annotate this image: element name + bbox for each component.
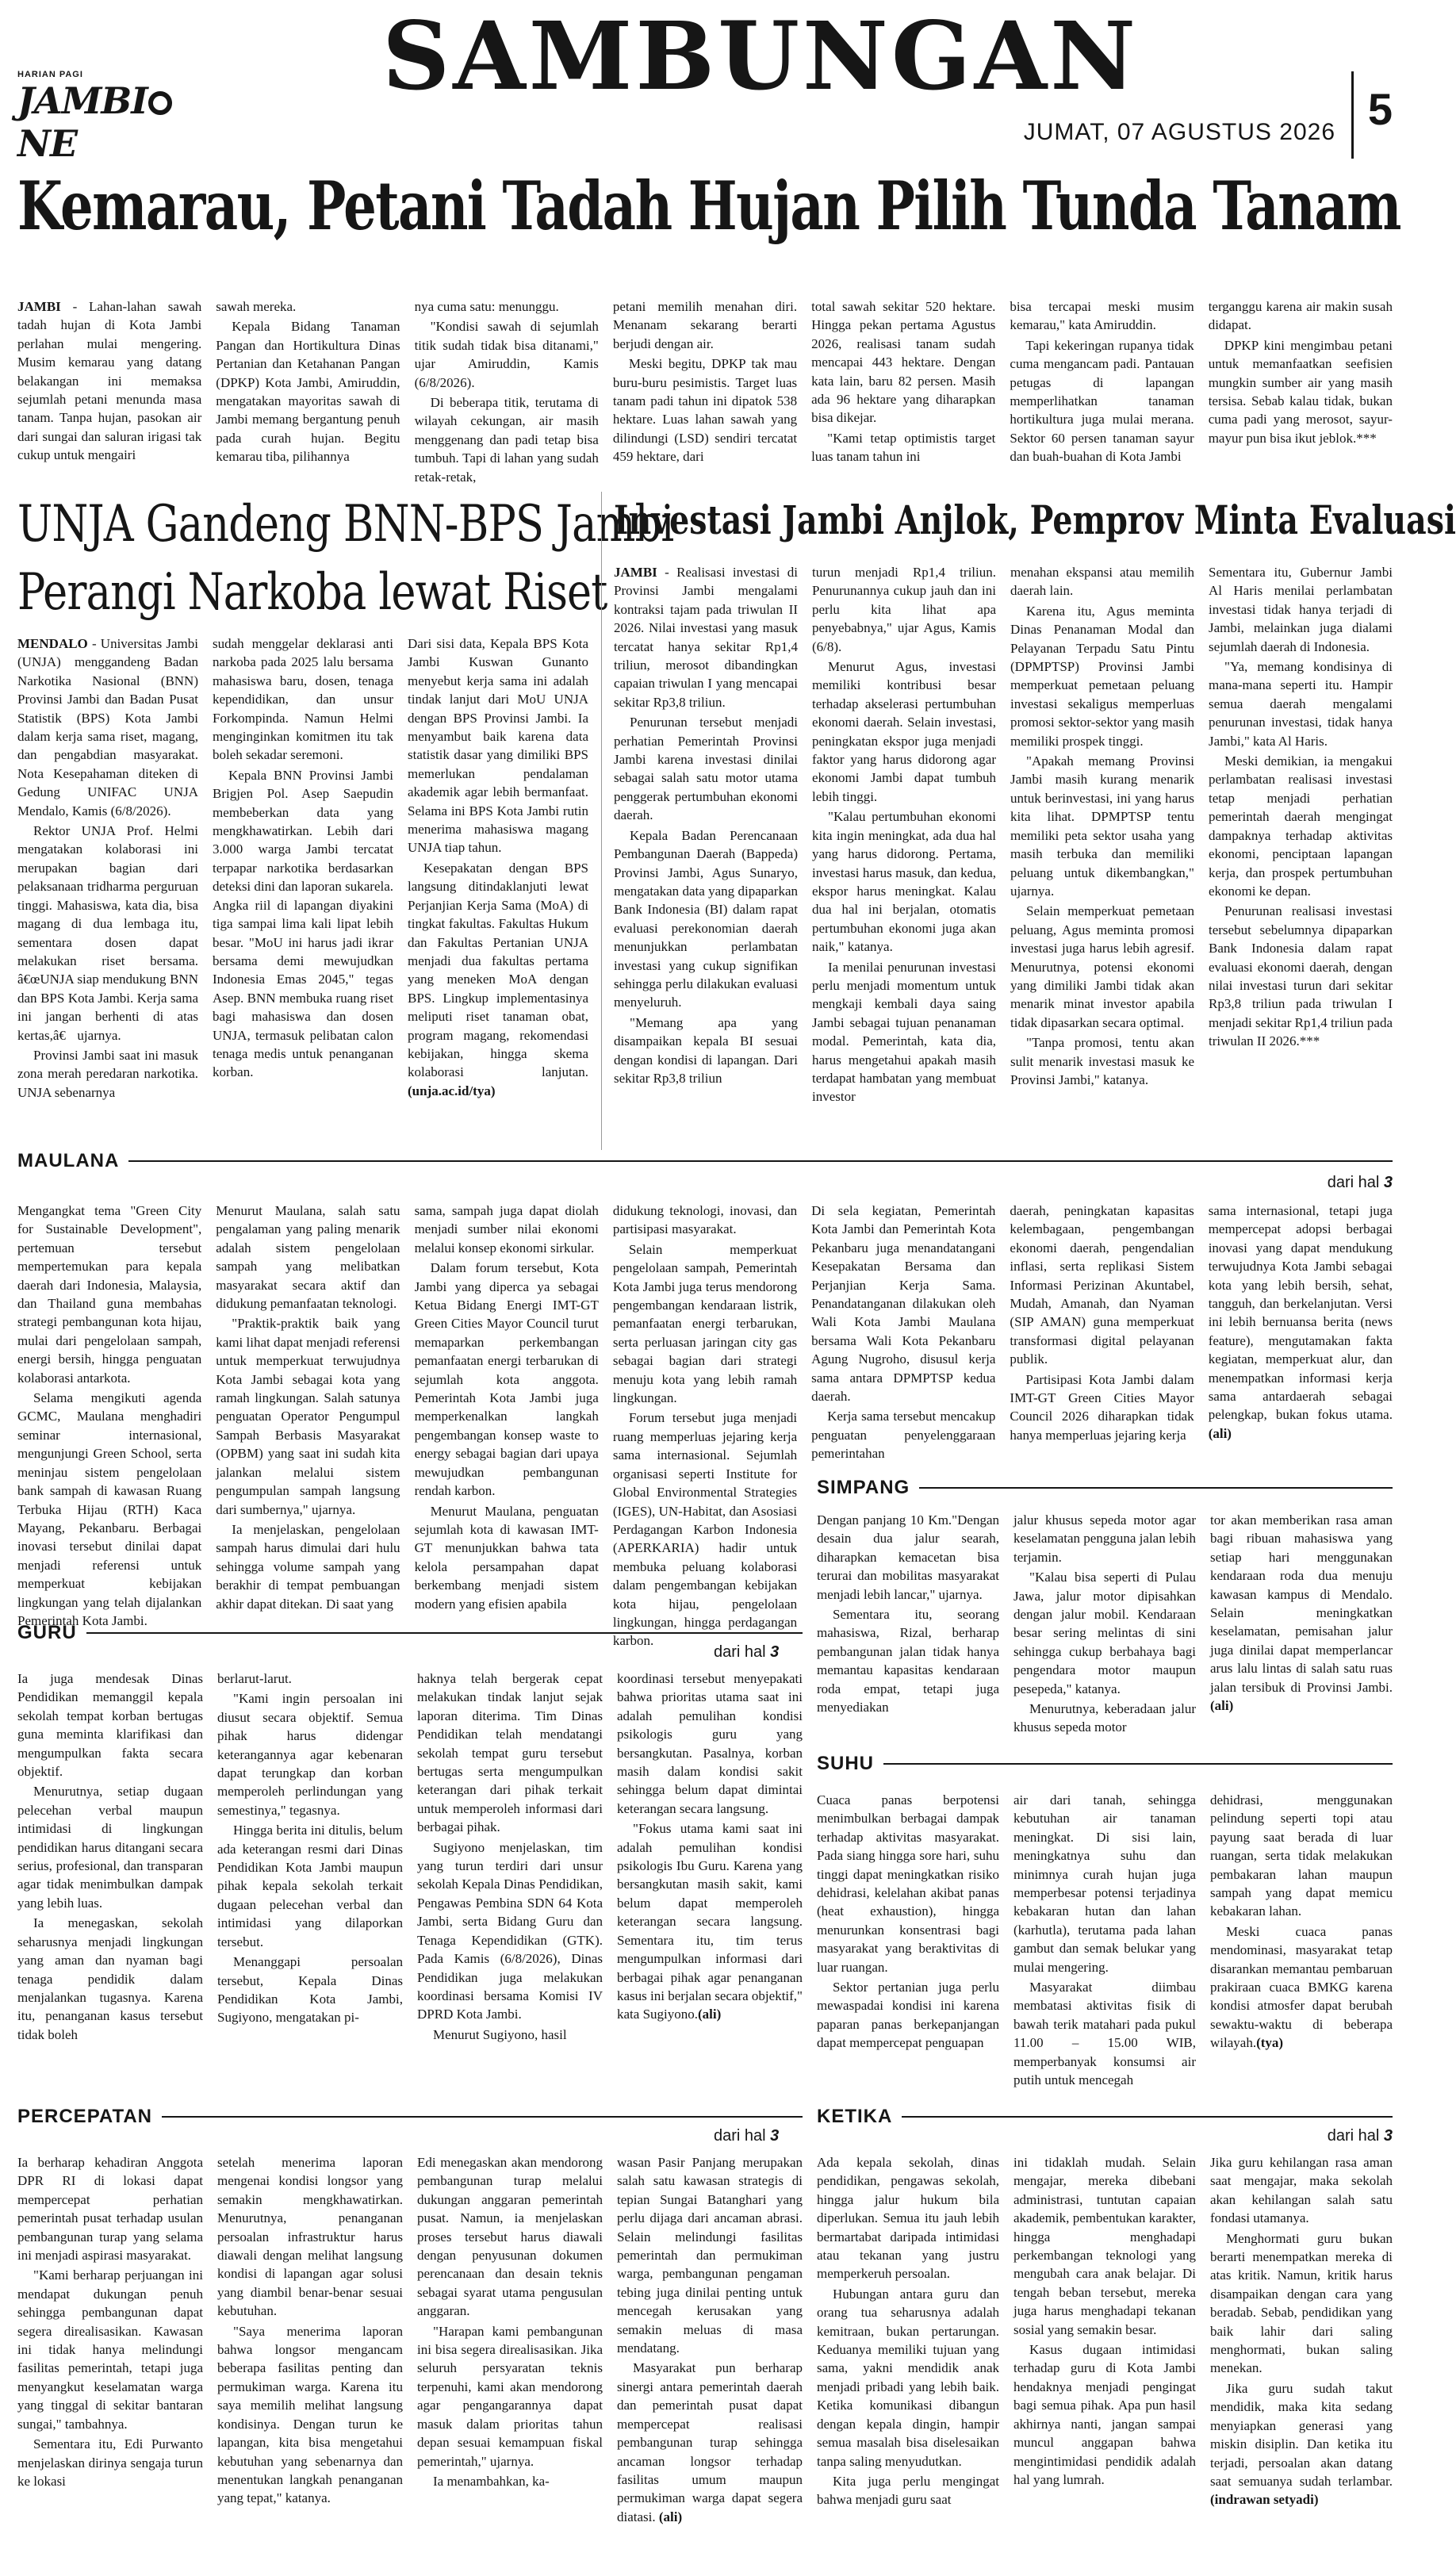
jump-text: dari hal: [714, 2127, 766, 2145]
article-column: JAMBI - Realisasi investasi di Provinsi Jambi mengalami kontraksi tajam pada triwulan II 2026. Nilai investasi yang masuk tercatat hanya sekitar Rp1,4 triliun, merosot dibandingkan capaian triwulan I yang mencapai sekitar Rp3,8 triliun. Penurunan tersebut menjadi perhatian Pemerintah Provinsi Jambi karena investasi dinilai sebagai salah satu motor utama penggerak pertumbuhan ekonomi daerah. Kepala Badan Perencanaan Pembangunan Daerah (Bappeda) Provinsi Jambi, Agus Sunaryo, mengatakan data yang dipaparkan Bank Indonesia (BI) dalam rapat evaluasi perekonomian daerah menunjukkan perlambatan investasi yang cukup signifikan sehingga perlu dilakukan evaluasi menyeluruh. "Memang apa yang disampaikan kepala BI sesuai dengan kondisi di lapangan. Dari sekitar Rp3,8 triliun: [614, 565, 798, 1086]
article-column: total sawah sekitar 520 hektare. Hingga pekan pertama Agustus 2026, realisasi tanam sudah mencapai 443 hektare. Dengan kata lain, baru 82 persen. Masih ada 96 hektare yang diharapkan bisa dikejar. "Kami tetap optimistis target luas tanam tahun ini: [811, 299, 996, 465]
jump-page: 3: [1383, 1174, 1393, 1191]
guru-label: GURU: [17, 1622, 77, 1643]
article-column: daerah, peningkatan kapasitas kelembagaan, pengembangan ekonomi daerah, pengendalian inflasi, serta replikasi Sistem Informasi Perizinan Akuntabel, Mudah, Amanah, dan Nyaman (SIP AMAN) guna memperkuat transformasi digital pelayanan publik. Partisipasi Kota Jambi dalam IMT-GT Green Cities Mayor Council 2026 diharapkan tidak hanya memperluas jejaring kerja: [1010, 1203, 1194, 1443]
article-column: Di sela kegiatan, Pemerintah Kota Jambi dan Pemerintah Kota Pekanbaru juga menandatangani Kesepakatan Bersama dan Perjanjian Kerja Sama. Penandatanganan dilakukan oleh Wali Kota Jambi Maulana bersama Wali Kota Pekanbaru Agung Nugroho, disusul kerja sama antara DPMPTSP kedua daerah. Kerja sama tersebut mencakup penguatan penyelenggaraan pemerintahan: [811, 1203, 996, 1462]
percepatan-body: [17, 2153, 803, 2542]
ketika-body: [817, 2153, 1393, 2542]
article-column: wasan Pasir Panjang merupakan salah satu kawasan strategis di tepian Sungai Batanghari yang perlu dijaga dari ancaman abrasi. Selain melindungi fasilitas pemerintah dan permukiman warga, pembangunan pengaman tebing juga dinilai penting untuk mencegah kerusakan yang semakin meluas di masa mendatang. Masyarakat pun berharap sinergi antara pemerintah daerah dan pemerintah pusat dapat mempercepat realisasi pembangunan turap sehingga ancaman longsor terhadap fasilitas umum maupun permukiman warga dapat segera diatasi. (ali): [617, 2155, 803, 2524]
article-column: petani memilih menahan diri. Menanam sekarang berarti berjudi dengan air. Meski begitu, DPKP tak mau buru-buru pesimistis. Target luas tanam padi tahun ini dipatok 538 hektare. Luas lahan sawah yang dilindungi (LSD) sendiri tercatat 459 hektare, dari: [612, 299, 798, 465]
ketika-section-header: [817, 2106, 1393, 2128]
article-column: jalur khusus sepeda motor agar keselamatan pengguna jalan lebih terjamin. "Kalau bisa seperti di Pulau Jawa, jalur motor dipisahkan dengan jalur mobil. Kendaraan besar sering melintas di sini sehingga cukup berbahaya bagi pengendara motor maupun pesepeda," katanya. Menurutnya, keberadaan jalur khusus sepeda motor: [1013, 1512, 1196, 1735]
article-column: JAMBI - Lahan-lahan sawah tadah hujan di Kota Jambi perlahan mulai mengering. Musim kemarau yang datang belakangan ini memaksa sejumlah petani menunda masa tanam. Tanpa hujan, pasokan air dari sungai dan saluran irigasi tak cukup untuk mengairi: [17, 299, 202, 463]
article-column: terganggu karena air makin susah didapat. DPKP kini mengimbau petani untuk memanfaatkan seefisien mungkin sumber air yang masih tersisa. Sebab kalau tidak, bukan cuma padi yang merosot, sayur-mayur pun bisa ikut jeblok.***: [1208, 299, 1393, 446]
investasi-headline[interactable]: Investasi Jambi Anjlok, Pemprov Minta Evaluasi: [614, 496, 1456, 543]
article-column: bisa tercapai meski musim kemarau," kata Amiruddin. Tapi kekeringan rupanya tidak cuma mengancam padi. Pantauan petugas di lapangan memperlihatkan tanaman hortikultura juga mulai merana. Sektor 60 persen tanaman sayur dan buah-buahan di Kota Jambi: [1010, 299, 1194, 465]
jump-page: 3: [1383, 2127, 1393, 2145]
article-column: Sementara itu, Gubernur Jambi Al Haris menilai perlambatan investasi tidak hanya terjadi di Jambi, melainkan juga dialami sejumlah daerah di Indonesia. "Ya, memang kondisinya di mana-mana seperti itu. Hampir semua daerah mengalami penurunan investasi, tidak hanya Jambi," kata Al Haris. Meski demikian, ia mengakui perlambatan realisasi investasi tetap menjadi perhatian pemerintah daerah mengingat dampaknya terhadap aktivitas ekonomi, penciptaan lapangan kerja, dan prospek pertumbuhan ekonomi ke depan. Penurunan realisasi investasi tersebut sebelumnya dipaparkan Bank Indonesia dalam rapat evaluasi ekonomi daerah, dengan nilai investasi turun dari sekitar Rp3,8 triliun pada triwulan I menjadi sekitar Rp1,4 triliun pada triwulan II 2026.***: [1209, 565, 1393, 1049]
unja-headline-line-2: Perangi Narkoba lewat Riset: [17, 563, 607, 622]
article-column: Jika guru kehilangan rasa aman saat mengajar, maka sekolah akan kehilangan salah satu fondasi utamanya. Menghormati guru bukan berarti menempatkan mereka di atas kritik. Namun, kritik harus disampaikan dengan cara yang beradab. Sebab, pendidikan yang baik lahir dari saling menghormati, bukan saling menekan. Jika guru sudah takut mendidik, maka kita sedang menyiapkan generasi yang miskin disiplin. Dan ketika itu terjadi, persoalan akan datang saat semuanya sudah terlambar. (indrawan setyadi): [1210, 2155, 1393, 2508]
article-column: didukung teknologi, inovasi, dan partisipasi masyarakat. Selain memperkuat pengelolaan sampah, Pemerintah Kota Jambi juga terus mendorong pengembangan kendaraan listrik, pemanfaatan energi terbarukan, serta perluasan jaringan city gas sebagai bagian dari strategi menuju kota yang lebih ramah lingkungan. Forum tersebut juga menjadi ruang memperluas jejaring kerja sama internasional. Sejumlah organisasi seperti Institute for Global Environmental Strategies (IGES), UN-Habitat, dan Asosiasi Perdagangan Karbon Indonesia (APERKARIA) hadir untuk membuka peluang kolaborasi dalam pengembangan kebijakan kota hijau, pengelolaan lingkungan, hingga perdagangan karbon.: [612, 1203, 798, 1649]
suhu-section-header: [817, 1753, 1393, 1775]
investasi-article-body: [614, 563, 1393, 1166]
article-column: sama internasional, tetapi juga mempercepat adopsi berbagai inovasi yang dapat mendukung terwujudnya Kota Jambi sebagai kota yang lebih bersih, sehat, tangguh, dan berkelanjutan. Versi ini lebih bernuansa berita (news feature), mengutamakan fakta kegiatan, memperkuat alur, dan menempatkan informasi kerja sama antardaerah sebagai pelengkap, bukan fokus utama. (ali): [1208, 1203, 1393, 1441]
article-column: sudah menggelar deklarasi anti narkoba pada 2025 lalu bersama mahasiswa baru, dosen, tenaga kependidikan, dan unsur Forkompinda. Namun Helmi menginginkan komitmen itu tak boleh sekadar seremoni. Kepala BNN Provinsi Jambi Brigjen Pol. Asep Saepudin membeberkan data yang mengkhawatirkan. Lebih dari 3.000 warga Jambi tercatat terpapar narkotika berdasarkan deteksi dini dan laporan sukarela. Angka riil di lapangan diyakini tiga sampai lima kali lipat lebih besar. "MoU ini harus jadi ikrar bersama demi mewujudkan Indonesia Emas 2045," tegas Asep. BNN membuka ruang riset bagi mahasiswa dan dosen UNJA, termasuk pelibatan calon tenaga medis untuk penanganan korban.: [213, 636, 394, 1080]
maulana-section-header: [17, 1150, 1393, 1172]
percepatan-label: PERCEPATAN: [17, 2106, 153, 2127]
article-column: turun menjadi Rp1,4 triliun. Penurunannya cukup jauh dan ini perlu kita lihat apa penyebabnya," ujar Agus, Kamis (6/8). Menurut Agus, investasi memiliki kontribusi besar terhadap akselerasi pertumbuhan ekonomi daerah. Selain investasi, peningkatan ekspor juga menjadi faktor yang harus didorong agar ekonomi Jambi dapat tumbuh lebih tinggi. "Kalau pertumbuhan ekonomi kita ingin meningkat, ada dua hal yang harus didorong. Pertama, investasi harus masuk, dan kedua, ekspor harus meningkat. Kalau dua hal ini berjalan, otomatis pertumbuhan ekonomi juga akan naik," katanya. Ia menilai penurunan investasi perlu menjadi momentum untuk mengkaji kembali daya saing Jambi sebagai tujuan penanaman modal. Pemerintah, kata dia, harus mengetahui apakah masih terdapat hambatan yang membuat investor: [812, 565, 996, 1105]
article-column: Ia juga mendesak Dinas Pendidikan memanggil kepala sekolah tempat korban bertugas guna meminta klarifikasi dan mengumpulkan fakta secara objektif. Menurutnya, setiap dugaan pelecehan verbal maupun intimidasi di lingkungan pendidikan harus ditangani secara serius, profesional, dan transparan agar tidak menimbulkan dampak yang lebih luas. Ia menegaskan, sekolah seharusnya menjadi lingkungan yang aman dan nyaman bagi tenaga pendidik dalam menjalankan tugasnya. Karena itu, penanganan kasus tersebut tidak boleh: [17, 1671, 203, 2042]
percepatan-jump-link[interactable]: [714, 2127, 779, 2145]
section-title: SAMBUNGAN: [382, 1, 1140, 111]
suhu-body: [817, 1791, 1393, 2104]
section-rule: [86, 1632, 803, 1634]
issue-date: JUMAT, 07 AGUSTUS 2026: [1023, 119, 1335, 145]
article-column: Ada kepala sekolah, dinas pendidikan, pengawas sekolah, hingga jalur hukum bila diperlukan. Semua itu jauh lebih bermartabat daripada intimidasi atau tekanan yang justru memperkeruh persoalan. Hubungan antara guru dan orang tua seharusnya adalah kemitraan, bukan pertarungan. Keduanya memiliki tujuan yang sama, yakni mendidik anak menjadi pribadi yang lebih baik. Ketika komunikasi dibangun dengan kepala dingin, hampir semua masalah bisa diselesaikan tanpa saling menyudutkan. Kita juga perlu mengingat bahwa menjadi guru saat: [817, 2155, 999, 2508]
logo-text-left: JAMBI: [17, 79, 148, 122]
section-rule: [128, 1160, 1393, 1162]
logo-wordmark: [17, 79, 224, 165]
article-column: Ia berharap kehadiran Anggota DPR RI di lokasi dapat mempercepat perhatian pemerintah pusat terhadap usulan pembangunan turap yang selama ini menjadi aspirasi masyarakat. "Kami berharap perjuangan ini mendapat dukungan penuh sehingga pembangunan dapat segera direalisasikan. Kawasan ini tidak hanya melindungi fasilitas pemerintah, tetapi juga menyangkut keselamatan warga yang tinggal di sekitar bantaran sungai," tambahnya. Sementara itu, Edi Purwanto menjelaskan dirinya sengaja turun ke lokasi: [17, 2155, 203, 2489]
ketika-jump-link[interactable]: [1328, 2127, 1393, 2145]
logo-tagline: HARIAN PAGI: [17, 70, 83, 79]
article-column: menahan ekspansi atau memilih daerah lain. Karena itu, Agus meminta Dinas Penanaman Modal dan Pelayanan Terpadu Satu Pintu (DPMPTSP) Provinsi Jambi memperkuat pemetaan peluang investasi sekaligus memperluas promosi sektor-sektor yang masih memiliki prospek tinggi. "Apakah memang Provinsi Jambi masih kurang menarik untuk berinvestasi, ini yang harus kita lihat. DPMPTSP tentu memiliki peta sektor usaha yang masih terbuka dan memiliki peluang untuk dikembangkan," ujarnya. Selain memperkuat pemetaan peluang, Agus meminta promosi investasi juga harus lebih agresif. Menurutnya, potensi ekonomi yang dimiliki Jambi tidak akan menarik minat investor apabila tidak dipasarkan secara optimal. "Tanpa promosi, tentu akan sulit menarik investasi masuk ke Provinsi Jambi," katanya.: [1010, 565, 1194, 1087]
article-column: setelah menerima laporan mengenai kondisi longsor yang semakin mengkhawatirkan. Menurutnya, penanganan persoalan infrastruktur harus diawali dengan melihat langsung kondisi di lapangan agar solusi yang diambil benar-benar sesuai kebutuhan. "Saya menerima laporan bahwa longsor mengancam beberapa fasilitas penting dan permukiman warga. Karena itu saya memilih melihat langsung kondisinya. Dengan turun ke lapangan, kita bisa mengetahui kebutuhan yang sebenarnya dan menentukan langkah penanganan yang tepat," katanya.: [217, 2155, 403, 2506]
unja-article-body: [17, 634, 588, 1166]
article-column: Menurut Maulana, salah satu pengalaman yang paling menarik adalah sistem pengelolaan sampah yang melibatkan masyarakat secara aktif dan didukung pemanfaatan teknologi. "Praktik-praktik baik yang kami lihat dapat menjadi referensi untuk memperkuat terwujudnya Kota Jambi sebagai kota yang ramah lingkungan. Salah satunya penguatan Operator Pengumpul Sampah Berbasis Masyarakat (OPBM) yang saat ini sudah kita jalankan melalui sistem pengumpulan sampah langsung dari sumbernya," ujarnya. Ia menjelaskan, pengelolaan sampah harus dimulai dari hulu sehingga volume sampah yang berakhir di tempat pembuangan akhir dapat ditekan. Di saat yang: [216, 1203, 400, 1612]
masthead: [17, 0, 1393, 165]
suhu-label: SUHU: [817, 1753, 875, 1774]
logo-text-right: NE: [17, 122, 78, 165]
article-column: berlarut-larut. "Kami ingin persoalan ini diusut secara objektif. Semua pihak harus didengar keterangannya agar kebenaran dapat terungkap dan korban memperoleh perlindungan yang semestinya," tegasnya. Hingga berita ini ditulis, belum ada keterangan resmi dari Dinas Pendidikan Kota Jambi maupun pihak kepala sekolah terkait dugaan pelecehan verbal dan intimidasi yang dilaporkan tersebut. Menanggapi persoalan tersebut, Kepala Dinas Pendidikan Kota Jambi, Sugiyono, mengatakan pi-: [217, 1671, 403, 2026]
article-column: dehidrasi, menggunakan pelindung seperti topi atau payung saat berada di luar ruangan, serta tidak melakukan pembakaran lahan maupun sampah yang dapat memicu kebakaran lahan. Meski cuaca panas mendominasi, masyarakat tetap disarankan memantau pembaruan prakiraan cuaca BMKG karena kondisi atmosfer dapat berubah sewaktu-waktu di beberapa wilayah.(tya): [1210, 1792, 1393, 2051]
unja-headline[interactable]: [17, 490, 674, 627]
article-column: nya cuma satu: menunggu. "Kondisi sawah di sejumlah titik sudah tidak bisa ditanami," ujar Amiruddin, Kamis (6/8/2026). Di beberapa titik, terutama di wilayah cekungan, air masih menggenang dan padi tetap bisa tumbuh. Tapi di lahan yang sudah retak-retak,: [414, 299, 599, 485]
article-column: koordinasi tersebut menyepakati bahwa prioritas utama saat ini adalah pemulihan kondisi psikologis guru yang bersangkutan. Pasalnya, korban masih dalam kondisi sakit sehingga belum dapat dimintai keterangan secara langsung. "Fokus utama kami saat ini adalah pemulihan kondisi psikologis Ibu Guru. Karena yang bersangkutan masih sakit, kami belum dapat memperoleh keterangan secara langsung. Sementara itu, tim terus mengumpulkan informasi dari berbagai pihak agar penanganan kasus ini berjalan secara objektif," kata Sugiyono.(ali): [617, 1671, 803, 2022]
article-column: sama, sampah juga dapat diolah menjadi sumber nilai ekonomi melalui konsep ekonomi sirkular. Dalam forum tersebut, Kota Jambi yang diperca ya sebagai Ketua Bidang Energi IMT-GT Green Cities Mayor Council turut memaparkan perkembangan pemanfaatan energi terbarukan di sejumlah kota anggota. Pemerintah Kota Jambi juga memperkenalkan langkah pengembangan konsep waste to energy sebagai bagian dari upaya mewujudkan pembangunan rendah karbon. Menurut Maulana, penguatan sejumlah kota di kawasan IMT-GT menunjukkan bahwa tata kelola persampahan dapat berkembang menjadi sistem modern yang efisien apabila: [414, 1203, 599, 1612]
article-column: Dengan panjang 10 Km."Dengan desain dua jalur searah, diharapkan kemacetan bisa terurai dan mobilitas masyarakat menjadi lebih lancar," ujarnya. Sementara itu, seorang mahasiswa, Rizal, berharap pembangunan jalan tidak hanya memantau kapasitas kendaraan roda empat, tetapi juga menyediakan: [817, 1512, 999, 1715]
section-rule: [162, 2116, 803, 2118]
page-number: 5: [1351, 71, 1393, 159]
main-headline[interactable]: Kemarau, Petani Tadah Hujan Pilih Tunda Tanam: [17, 167, 1400, 245]
ketika-label: KETIKA: [817, 2106, 893, 2127]
article-column: ini tidaklah mudah. Selain mengajar, mereka dibebani administrasi, tuntutan capaian akademik, pembentukan karakter, hingga menghadapi perkembangan teknologi yang mengubah cara anak belajar. Di tengah beban tersebut, mereka juga harus menghadapi tekanan sosial yang semakin besar. Kasus dugaan intimidasi terhadap guru di Kota Jambi hendaknya menjadi pengingat bagi semua pihak. Apa pun hasil akhirnya nanti, jangan sampai muncul anggapan bahwa mengintimidasi pendidik adalah hal yang lumrah.: [1013, 2155, 1196, 2487]
article-column: Cuaca panas berpotensi menimbulkan berbagai dampak terhadap aktivitas masyarakat. Pada siang hingga sore hari, suhu tinggi dapat meningkatkan risiko dehidrasi, kelelahan akibat panas (heat exhaustion), hingga menurunkan konsentrasi bagi masyarakat yang beraktivitas di luar ruangan. Sektor pertanian juga perlu mewaspadai kondisi ini karena paparan panas berkepanjangan dapat mempercepat penguapan: [817, 1792, 999, 2051]
column-divider: [601, 492, 602, 1150]
section-rule: [883, 1763, 1393, 1765]
logo-o-icon: [148, 91, 172, 115]
guru-jump-link[interactable]: [714, 1643, 779, 1662]
simpang-label: SIMPANG: [817, 1477, 910, 1498]
jump-text: dari hal: [1327, 1174, 1380, 1191]
jump-text: dari hal: [714, 1643, 766, 1661]
percepatan-section-header: [17, 2106, 803, 2128]
unja-headline-line-1: UNJA Gandeng BNN-BPS Jambi: [17, 495, 674, 554]
section-rule: [902, 2116, 1393, 2118]
maulana-jump-link[interactable]: [1328, 1174, 1393, 1192]
article-column: Dari sisi data, Kepala BPS Kota Jambi Kuswan Gunanto menyebut kerja sama ini adalah tindak lanjut dari MoU UNJA dengan BPS Provinsi Jambi. Ia menyambut baik karena data statistik dasar yang dimiliki BPS memerlukan pendalaman akademik agar lebih bermanfaat. Selama ini BPS Kota Jambi rutin menerima mahasiswa magang UNJA tiap tahun. Kesepakatan dengan BPS langsung ditindaklanjuti lewat Perjanjian Kerja Sama (MoA) di tingkat fakultas. Fakultas Hukum dan Fakultas Pertanian UNJA menjadi dua fakultas pertama yang meneken MoA dengan BPS. Lingkup implementasinya meliputi riset tanaman obat, program magang, rekomendasi kebijakan, hingga skema kolaborasi lanjutan.(unja.ac.id/tya): [408, 636, 588, 1098]
article-column: air dari tanah, sehingga kebutuhan air tanaman meningkat. Di sisi lain, meningkatnya suhu dan minimnya curah hujan juga memperbesar potensi terjadinya kebakaran hutan dan lahan (karhutla), terutama pada lahan gambut dan semak belukar yang mulai mengering. Masyarakat diimbau membatasi aktivitas fisik di bawah terik matahari pada pukul 11.00 – 15.00 WIB, memperbanyak konsumsi air putih untuk mencegah: [1013, 1792, 1196, 2088]
jump-page: 3: [770, 1643, 780, 1661]
newspaper-logo[interactable]: [17, 70, 224, 165]
jump-page: 3: [770, 2127, 780, 2145]
jump-text: dari hal: [1327, 2127, 1380, 2145]
guru-body: [17, 1669, 803, 2082]
article-column: haknya telah bergerak cepat melakukan tindak lanjut sejak laporan diterima. Tim Dinas Pendidikan telah mendatangi sekolah tempat guru tersebut bertugas serta mengumpulkan keterangan dari pihak terkait untuk memperoleh informasi dari berbagai pihak. Sugiyono menjelaskan, tim yang turun terdiri dari unsur sekolah Kepala Dinas Pendidikan, Pengawas Pembina SDN 64 Kota Jambi, serta Bidang Guru dan Tenaga Kependidikan (GTK). Pada Kamis (6/8/2026), Dinas Pendidikan juga melakukan koordinasi bersama Komisi IV DPRD Kota Jambi. Menurut Sugiyono, hasil: [417, 1671, 603, 2042]
section-rule: [919, 1487, 1393, 1489]
article-column: Mengangkat tema "Green City for Sustainable Development", pertemuan tersebut mempertemukan para kepala daerah dari Indonesia, Malaysia, dan Thailand guna membahas strategi pembangunan kota hijau, mulai dari pengelolaan sampah, energi bersih, hingga penguatan kolaborasi antarkota. Selama mengikuti agenda GCMC, Maulana menghadiri seminar internasional, mengunjungi Green School, serta meninjau sistem pengelolaan bank sampah di kawasan Ruang Terbuka Hijau (RTH) Kaca Mayang, Pekanbaru. Berbagai inovasi tersebut dinilai dapat menjadi referensi untuk memperkuat kebijakan lingkungan yang telah dijalankan Pemerintah Kota Jambi.: [17, 1203, 202, 1628]
article-column: Edi menegaskan akan mendorong pembangunan turap melalui dukungan anggaran pemerintah pusat. Namun, ia menjelaskan proses tersebut harus diawali dengan penyusunan dokumen perencanaan dan desain teknis sebagai syarat utama pengusulan anggaran. "Harapan kami pembangunan ini bisa segera direalisasikan. Jika seluruh persyaratan teknis terpenuhi, kami akan mendorong agar pengangarannya dapat masuk dalam prioritas tahun depan sesuai kemampuan fiskal pemerintah," ujarnya. Ia menambahkan, ka-: [417, 2155, 603, 2489]
article-column: sawah mereka. Kepala Bidang Tanaman Pangan dan Hortikultura Dinas Pertanian dan Ketahanan Pangan (DPKP) Kota Jambi, Amiruddin, mengatakan mayoritas sawah di Jambi memang bergantung penuh pada curah hujan. Begitu kemarau tiba, pilihannya: [216, 299, 400, 465]
simpang-section-header: [817, 1477, 1393, 1499]
maulana-label: MAULANA: [17, 1150, 120, 1171]
article-column: MENDALO - Universitas Jambi (UNJA) menggandeng Badan Narkotika Nasional (BNN) Provinsi Jambi dan Badan Pusat Statistik (BPS) Kota Jambi dalam kerja sama riset, magang, dan pengabdian masyarakat. Nota Kesepahaman diteken di Gedung UNIFAC UNJA Mendalo, Kamis (6/8/2026). Rektor UNJA Prof. Helmi mengatakan kolaborasi ini merupakan bagian dari pelaksanaan tridharma perguruan tinggi. Mahasiswa, kata dia, bisa magang di dua lembaga itu, sementara dosen dapat melakukan riset bersama. â€œUNJA siap mendukung BNN dan BPS Kota Jambi. Kerja sama ini jangan berhenti di atas kertas,â€ ujarnya. Provinsi Jambi saat ini masuk zona merah peredaran narkotika. UNJA sebenarnya: [17, 636, 198, 1100]
article-column: tor akan memberikan rasa aman bagi ribuan mahasiswa yang setiap hari menggunakan kendaraan roda dua menuju kawasan kampus di Mendalo. Selain meningkatkan keselamatan, pemisahan jalur juga dinilai dapat memperlancar arus lalu lintas di salah satu ruas jalan tersibuk di Provinsi Jambi. (ali): [1210, 1512, 1393, 1714]
guru-section-header: [17, 1622, 803, 1644]
simpang-body: [817, 1511, 1393, 1749]
main-article-body: [17, 297, 1393, 485]
